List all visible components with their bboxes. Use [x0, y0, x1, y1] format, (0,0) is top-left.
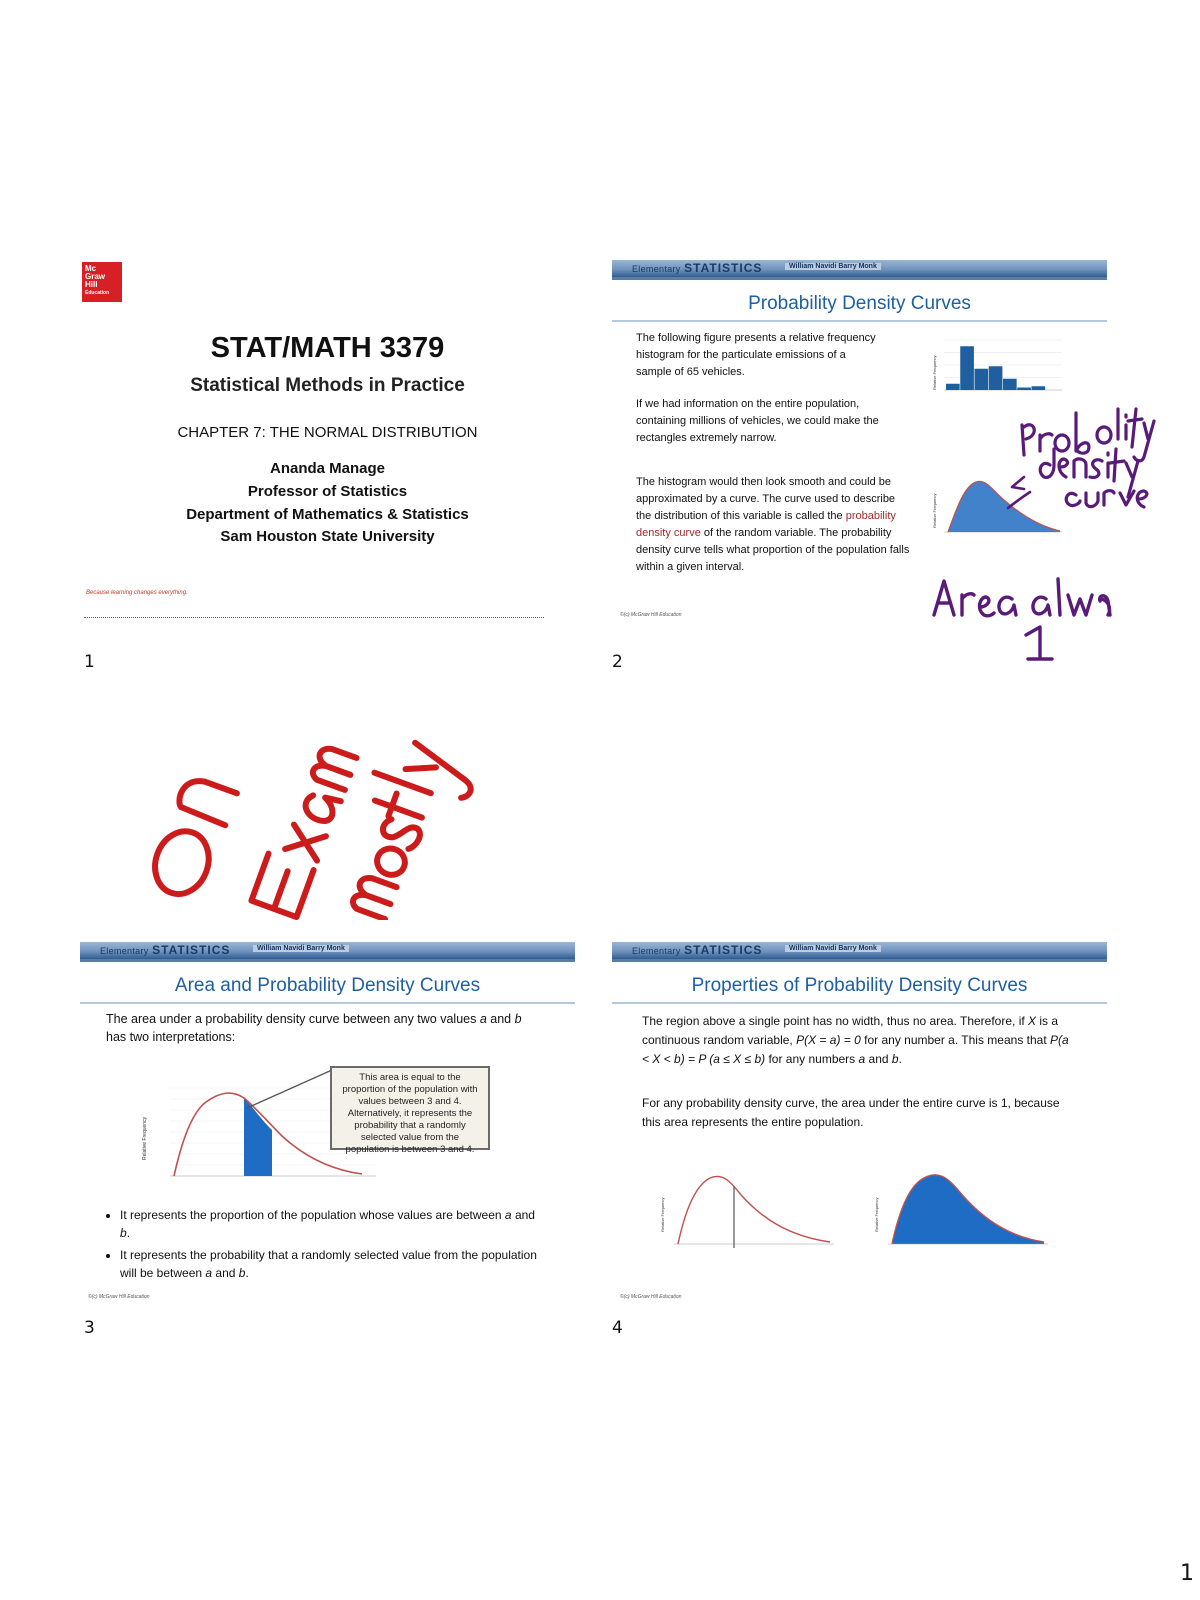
histogram-bars — [946, 346, 1045, 390]
paragraph-total-area: For any probability density curve, the area under the entire curve is 1, because this area represents the entire population. — [642, 1096, 1060, 1129]
point-density-chart — [658, 1156, 838, 1256]
pdc-term: probability density curve — [636, 510, 896, 539]
page-number: 1 — [1180, 1561, 1194, 1586]
density-curve — [678, 1176, 830, 1244]
shaded-area-3-to-4 — [244, 1098, 272, 1176]
slide-1 — [80, 260, 575, 630]
total-ylabel: Relative Frequency — [874, 1197, 879, 1232]
histogram-bar-0 — [946, 384, 960, 390]
handwriting-arrow — [1000, 486, 1040, 526]
course-title: STAT/MATH 3379 — [210, 332, 445, 364]
slide-number-3: 3 — [84, 1318, 95, 1338]
paragraph-2: If we had information on the entire population, containing millions of vehicles, we could make the rectangles extremely narrow. — [636, 398, 879, 444]
university: Sam Houston State University — [220, 528, 435, 545]
slide-title: Properties of Probability Density Curves — [691, 975, 1028, 996]
density-ylabel: Relative Frequency — [932, 493, 937, 528]
intro-text: The area under a probability density curve between any two values a and b has two interpretations: — [106, 1012, 522, 1044]
callout-pointer — [247, 1070, 332, 1108]
histogram-bar-8 — [1003, 379, 1017, 390]
author-name: Ananda Manage — [269, 460, 386, 477]
banner-book-title: Elementary STATISTICS — [100, 943, 231, 957]
area-ylabel: Relative Frequency — [142, 1116, 148, 1160]
point-ylabel: Relative Frequency — [660, 1197, 665, 1232]
histogram-chart — [930, 334, 1070, 402]
handwriting-area-always-1 — [930, 575, 1120, 665]
histogram-bar-2 — [960, 346, 974, 390]
chapter-heading: CHAPTER 7: THE NORMAL DISTRIBUTION — [177, 424, 478, 441]
title-rule — [612, 1002, 1107, 1004]
banner-shadow — [612, 959, 1107, 962]
slide-number-1: 1 — [84, 652, 95, 672]
tagline — [86, 590, 188, 596]
copyright: ©(c) McGraw Hill Education — [620, 612, 682, 618]
histogram-bar-4 — [975, 369, 989, 390]
bullets — [106, 1206, 546, 1286]
tagline-text: Because learning changes everything. — [86, 590, 188, 596]
slide-number-4: 4 — [612, 1318, 623, 1338]
author-role: Professor of Statistics — [247, 483, 408, 500]
department: Department of Mathematics & Statistics — [186, 506, 469, 523]
banner-authors: William Navidi Barry Monk — [785, 945, 881, 952]
slide-4 — [612, 942, 1107, 1312]
banner-authors: William Navidi Barry Monk — [785, 263, 881, 270]
title-rule — [612, 320, 1107, 322]
slide-number-2: 2 — [612, 652, 623, 672]
copyright: ©(c) McGraw Hill Education — [88, 1294, 150, 1300]
banner-book-title: Elementary STATISTICS — [632, 261, 763, 275]
slide-title: Probability Density Curves — [748, 293, 971, 314]
banner-book-title: Elementary STATISTICS — [632, 943, 763, 957]
title-rule — [80, 1002, 575, 1004]
banner-shadow — [612, 277, 1107, 280]
mcgraw-hill-logo: Mc Graw Hill Education — [82, 262, 122, 302]
histogram-bar-12 — [1032, 386, 1046, 390]
slide-title: Area and Probability Density Curves — [174, 975, 481, 996]
paragraph-no-width: The region above a single point has no width, thus no area. Therefore, if X is a continuous random variable, P(X = a) = 0 for any number a. This means that P(a < X < b) = P (a ≤ X ≤ b) for any numbers a and b. — [642, 1014, 1069, 1066]
banner-shadow — [80, 959, 575, 962]
histogram-ylabel: Relative Frequency — [932, 355, 937, 390]
bullet-proportion: • It represents the proportion of the population whose values are between a and b. — [120, 1206, 546, 1242]
course-subtitle: Statistical Methods in Practice — [190, 375, 465, 396]
bullet-probability: • It represents the probability that a randomly selected value from the population will be between a and b. — [120, 1246, 546, 1282]
histogram-bar-10 — [1017, 388, 1031, 391]
copyright: ©(c) McGraw Hill Education — [620, 1294, 682, 1300]
total-area-chart — [872, 1156, 1052, 1256]
banner-authors: William Navidi Barry Monk — [253, 945, 349, 952]
paragraph-3: The histogram would then look smooth and could be approximated by a curve. The curve used to describe the distribution of this variable is called the probability density curve of the random variable. The probability density curve tells what proportion of the population falls within a given interval. — [636, 476, 910, 573]
histogram-bar-6 — [989, 366, 1003, 390]
paragraph-1: The following figure presents a relative frequency histogram for the particulate emissions of a sample of 65 vehicles. — [636, 332, 876, 378]
handwriting-on-exam-mostly — [130, 620, 510, 920]
area-callout: This area is equal to the proportion of the population with values between 3 and 4. Alternatively, it represents the probability that a randomly selected value from the population is between 3 and 4. — [330, 1066, 490, 1150]
slide-3 — [80, 942, 575, 1312]
